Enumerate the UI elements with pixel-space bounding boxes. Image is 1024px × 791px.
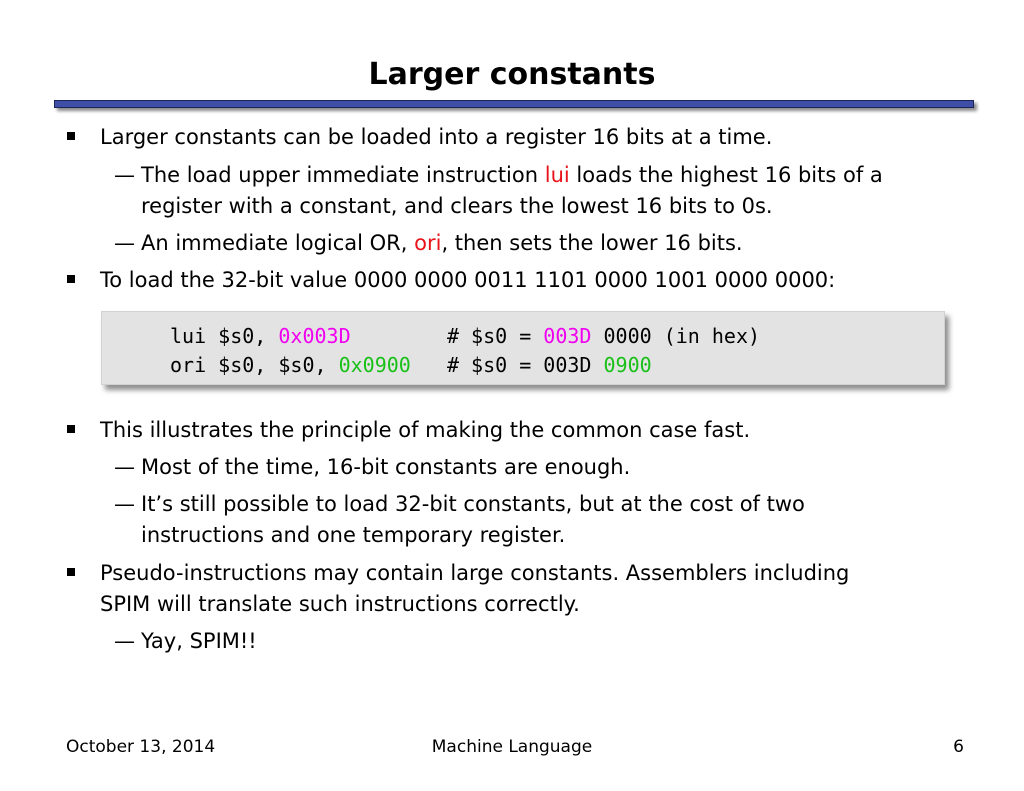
keyword-ori: ori <box>414 231 442 255</box>
code-hex-lower-result: 0900 <box>603 353 652 377</box>
text-segment: An immediate logical OR, <box>141 231 415 255</box>
bullet-text-line2: SPIM will translate such instructions correctly. <box>100 592 580 616</box>
dash-icon: — <box>114 455 135 479</box>
sub-bullet-text-line2: instructions and one temporary register. <box>141 523 566 547</box>
sub-bullet-text <box>141 160 883 191</box>
sub-bullet-text: Most of the time, 16-bit constants are enough. <box>141 455 631 479</box>
dash-icon: — <box>114 231 135 255</box>
code-block <box>101 311 945 385</box>
text-segment: The load upper immediate instruction <box>141 163 545 187</box>
bullet-square-icon <box>67 425 75 433</box>
title-divider <box>54 100 974 108</box>
code-hex-lower: 0x0900 <box>338 353 411 377</box>
bullet-square-icon <box>67 132 75 140</box>
sub-bullet-text <box>141 228 743 259</box>
bullet-text: To load the 32-bit value 0000 0000 0011 1101 0000 1001 0000 0000: <box>100 268 836 292</box>
code-comment-tail: 0000 (in hex) <box>591 324 761 348</box>
code-line-1 <box>170 322 760 350</box>
bullet-text: Pseudo-instructions may contain large constants. Assemblers including <box>100 561 850 585</box>
text-segment: loads the highest 16 bits of a <box>569 163 883 187</box>
code-hex-upper-result: 003D <box>543 324 592 348</box>
bullet-text: This illustrates the principle of making the common case fast. <box>100 418 751 442</box>
code-comment: # $s0 = <box>350 324 544 348</box>
code-line-2 <box>170 351 652 379</box>
footer-title: Machine Language <box>431 737 593 757</box>
page-number: 6 <box>953 737 964 757</box>
sub-bullet-text-line2: register with a constant, and clears the lowest 16 bits to 0s. <box>141 194 773 218</box>
slide-title: Larger constants <box>368 57 656 92</box>
code-segment: ori $s0, $s0, <box>170 353 339 377</box>
sub-bullet-text: It’s still possible to load 32-bit constants, but at the cost of two <box>141 492 805 516</box>
keyword-lui: lui <box>544 163 570 187</box>
bullet-square-icon <box>67 568 75 576</box>
text-segment: , then sets the lower 16 bits. <box>441 231 743 255</box>
bullet-square-icon <box>67 275 75 283</box>
code-segment: lui $s0, <box>170 324 279 348</box>
dash-icon: — <box>114 629 135 653</box>
bullet-text: Larger constants can be loaded into a register 16 bits at a time. <box>100 125 773 149</box>
sub-bullet-text: Yay, SPIM!! <box>141 629 257 653</box>
code-comment: # $s0 = 003D <box>410 353 604 377</box>
code-hex-upper: 0x003D <box>278 324 351 348</box>
dash-icon: — <box>114 492 135 516</box>
dash-icon: — <box>114 163 135 187</box>
footer-date: October 13, 2014 <box>66 737 216 757</box>
